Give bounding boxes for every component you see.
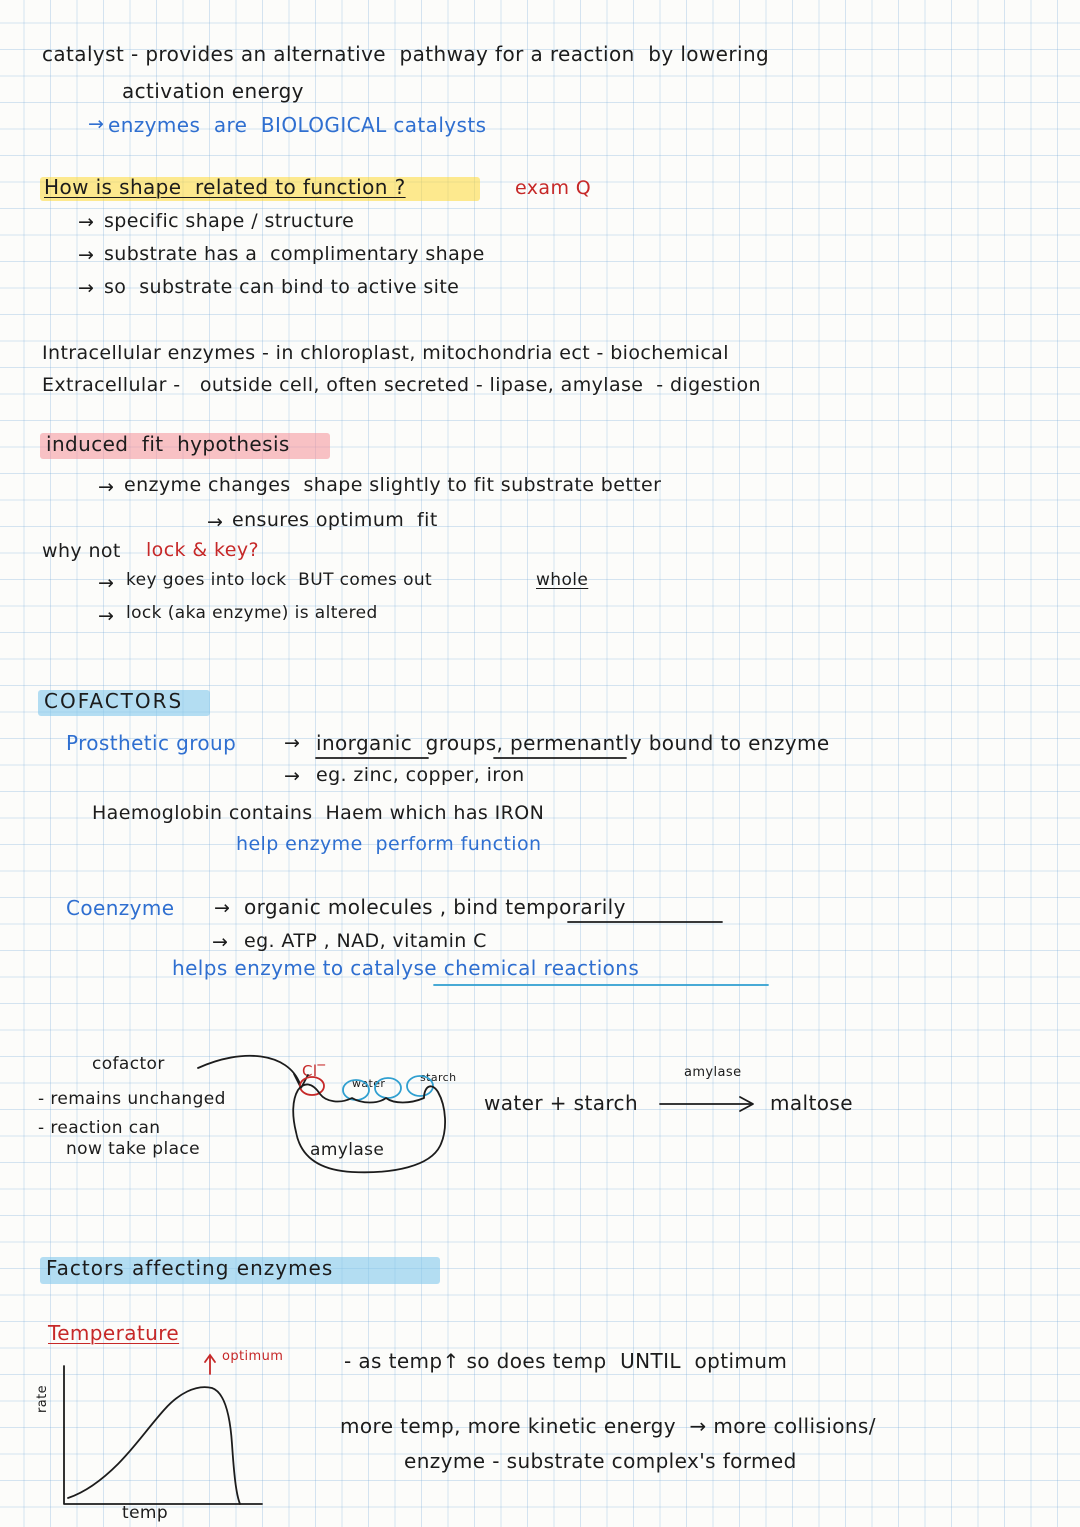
underline-inorganic: [316, 732, 736, 762]
diagram-label-reaction-can: - reaction can: [38, 1118, 161, 1138]
note-line-enzymes-biological-catalysts: enzymes are BIOLOGICAL catalysts: [108, 113, 487, 137]
underline-temporarily: [244, 896, 724, 926]
diagram-label-cofactor: cofactor: [92, 1054, 165, 1074]
note-line-intracellular: Intracellular enzymes - in chloroplast, mitochondria ect - biochemical: [42, 342, 729, 364]
equation-reaction-arrow: [660, 1092, 760, 1118]
note-heading-factors-affecting-enzymes: Factors affecting enzymes: [46, 1256, 334, 1280]
equation-label-amylase: amylase: [684, 1065, 742, 1080]
note-line-specific-shape: specific shape / structure: [104, 210, 355, 232]
diagram-label-now-take-place: now take place: [66, 1139, 201, 1159]
note-line-key-goes-into-lock: key goes into lock BUT comes out: [126, 570, 433, 590]
diagram-label-water: water: [352, 1077, 386, 1090]
equation-water-starch: water + starch: [484, 1091, 639, 1115]
arrow-enzymes-biological: →: [88, 113, 105, 135]
note-line-organic-molecules: organic molecules , bind temporarily: [244, 895, 626, 919]
note-line-whole-underlined: whole: [536, 570, 589, 590]
arrow-ensures-optimum-fit: →: [207, 511, 224, 533]
chart-xlabel-temp: temp: [122, 1503, 169, 1523]
note-line-enzyme-changes-shape: enzyme changes shape slightly to fit substrate better: [124, 474, 662, 496]
note-line-eg-zinc-copper-iron: eg. zinc, copper, iron: [316, 764, 525, 786]
note-line-extracellular: Extracellular - outside cell, often secreted - lipase, amylase - digestion: [42, 374, 761, 396]
note-line-help-enzyme-perform-function: help enzyme perform function: [236, 833, 542, 855]
note-line-haemoglobin-haem-iron: Haemoglobin contains Haem which has IRON: [92, 802, 545, 824]
chart-annotation-optimum: optimum: [222, 1349, 284, 1364]
diagram-label-starch: starch: [420, 1071, 457, 1084]
note-line-inorganic-groups: inorganic groups, permenantly bound to enzyme: [316, 731, 830, 755]
note-line-bind-active-site: so substrate can bind to active site: [104, 276, 460, 298]
arrow-eg-atp: →: [212, 931, 229, 953]
arrow-enzyme-changes-shape: →: [98, 476, 115, 498]
note-line-as-temp-increases: - as temp↑ so does temp UNTIL optimum: [344, 1349, 788, 1373]
chart-temperature-rate: [56, 1364, 276, 1524]
arrow-bind-active-site: →: [78, 277, 95, 299]
diagram-label-amylase-shape: amylase: [310, 1140, 385, 1160]
note-label-coenzyme: Coenzyme: [66, 896, 175, 920]
note-line-more-kinetic-energy: more temp, more kinetic energy → more collisions/: [340, 1414, 876, 1438]
note-line-why-not-prefix: why not: [42, 540, 121, 562]
arrow-substrate-complimentary: →: [78, 244, 95, 266]
note-line-lock-is-altered: lock (aka enzyme) is altered: [126, 603, 378, 623]
note-line-activation-energy: activation energy: [122, 79, 304, 103]
chart-ylabel-rate: rate: [35, 1384, 50, 1413]
note-label-exam-question: exam Q: [515, 177, 592, 199]
diagram-label-remains-unchanged: - remains unchanged: [38, 1089, 226, 1109]
note-heading-induced-fit: induced fit hypothesis: [46, 432, 290, 456]
note-line-enzyme-substrate-complex: enzyme - substrate complex's formed: [404, 1449, 797, 1473]
arrow-specific-shape: →: [78, 211, 95, 233]
note-line-eg-atp-nad-vitaminc: eg. ATP , NAD, vitamin C: [244, 930, 487, 952]
note-line-lock-and-key: lock & key?: [146, 539, 259, 561]
diagram-label-chloride-ion: Cl‾: [302, 1062, 326, 1080]
arrow-eg-zinc: →: [284, 765, 301, 787]
underline-catalyse: [172, 957, 772, 989]
note-label-prosthetic-group: Prosthetic group: [66, 731, 237, 755]
arrow-key-goes-into-lock: →: [98, 572, 115, 594]
note-line-substrate-complimentary: substrate has a complimentary shape: [104, 243, 485, 265]
note-heading-shape-function: How is shape related to function ?: [44, 175, 406, 199]
note-line-helps-enzyme-catalyse: helps enzyme to catalyse chemical reactions: [172, 956, 640, 980]
arrow-coenzyme: →: [214, 897, 231, 919]
note-line-catalyst-definition: catalyst - provides an alternative pathway for a reaction by lowering: [42, 42, 770, 66]
note-heading-cofactors: COFACTORS: [44, 689, 184, 713]
note-heading-temperature: Temperature: [48, 1321, 180, 1345]
note-line-ensures-optimum-fit: ensures optimum fit: [232, 509, 438, 531]
diagram-enzyme-amylase: [290, 1060, 490, 1185]
equation-maltose: maltose: [770, 1091, 853, 1115]
arrow-prosthetic-group: →: [284, 732, 301, 754]
arrow-lock-is-altered: →: [98, 605, 115, 627]
